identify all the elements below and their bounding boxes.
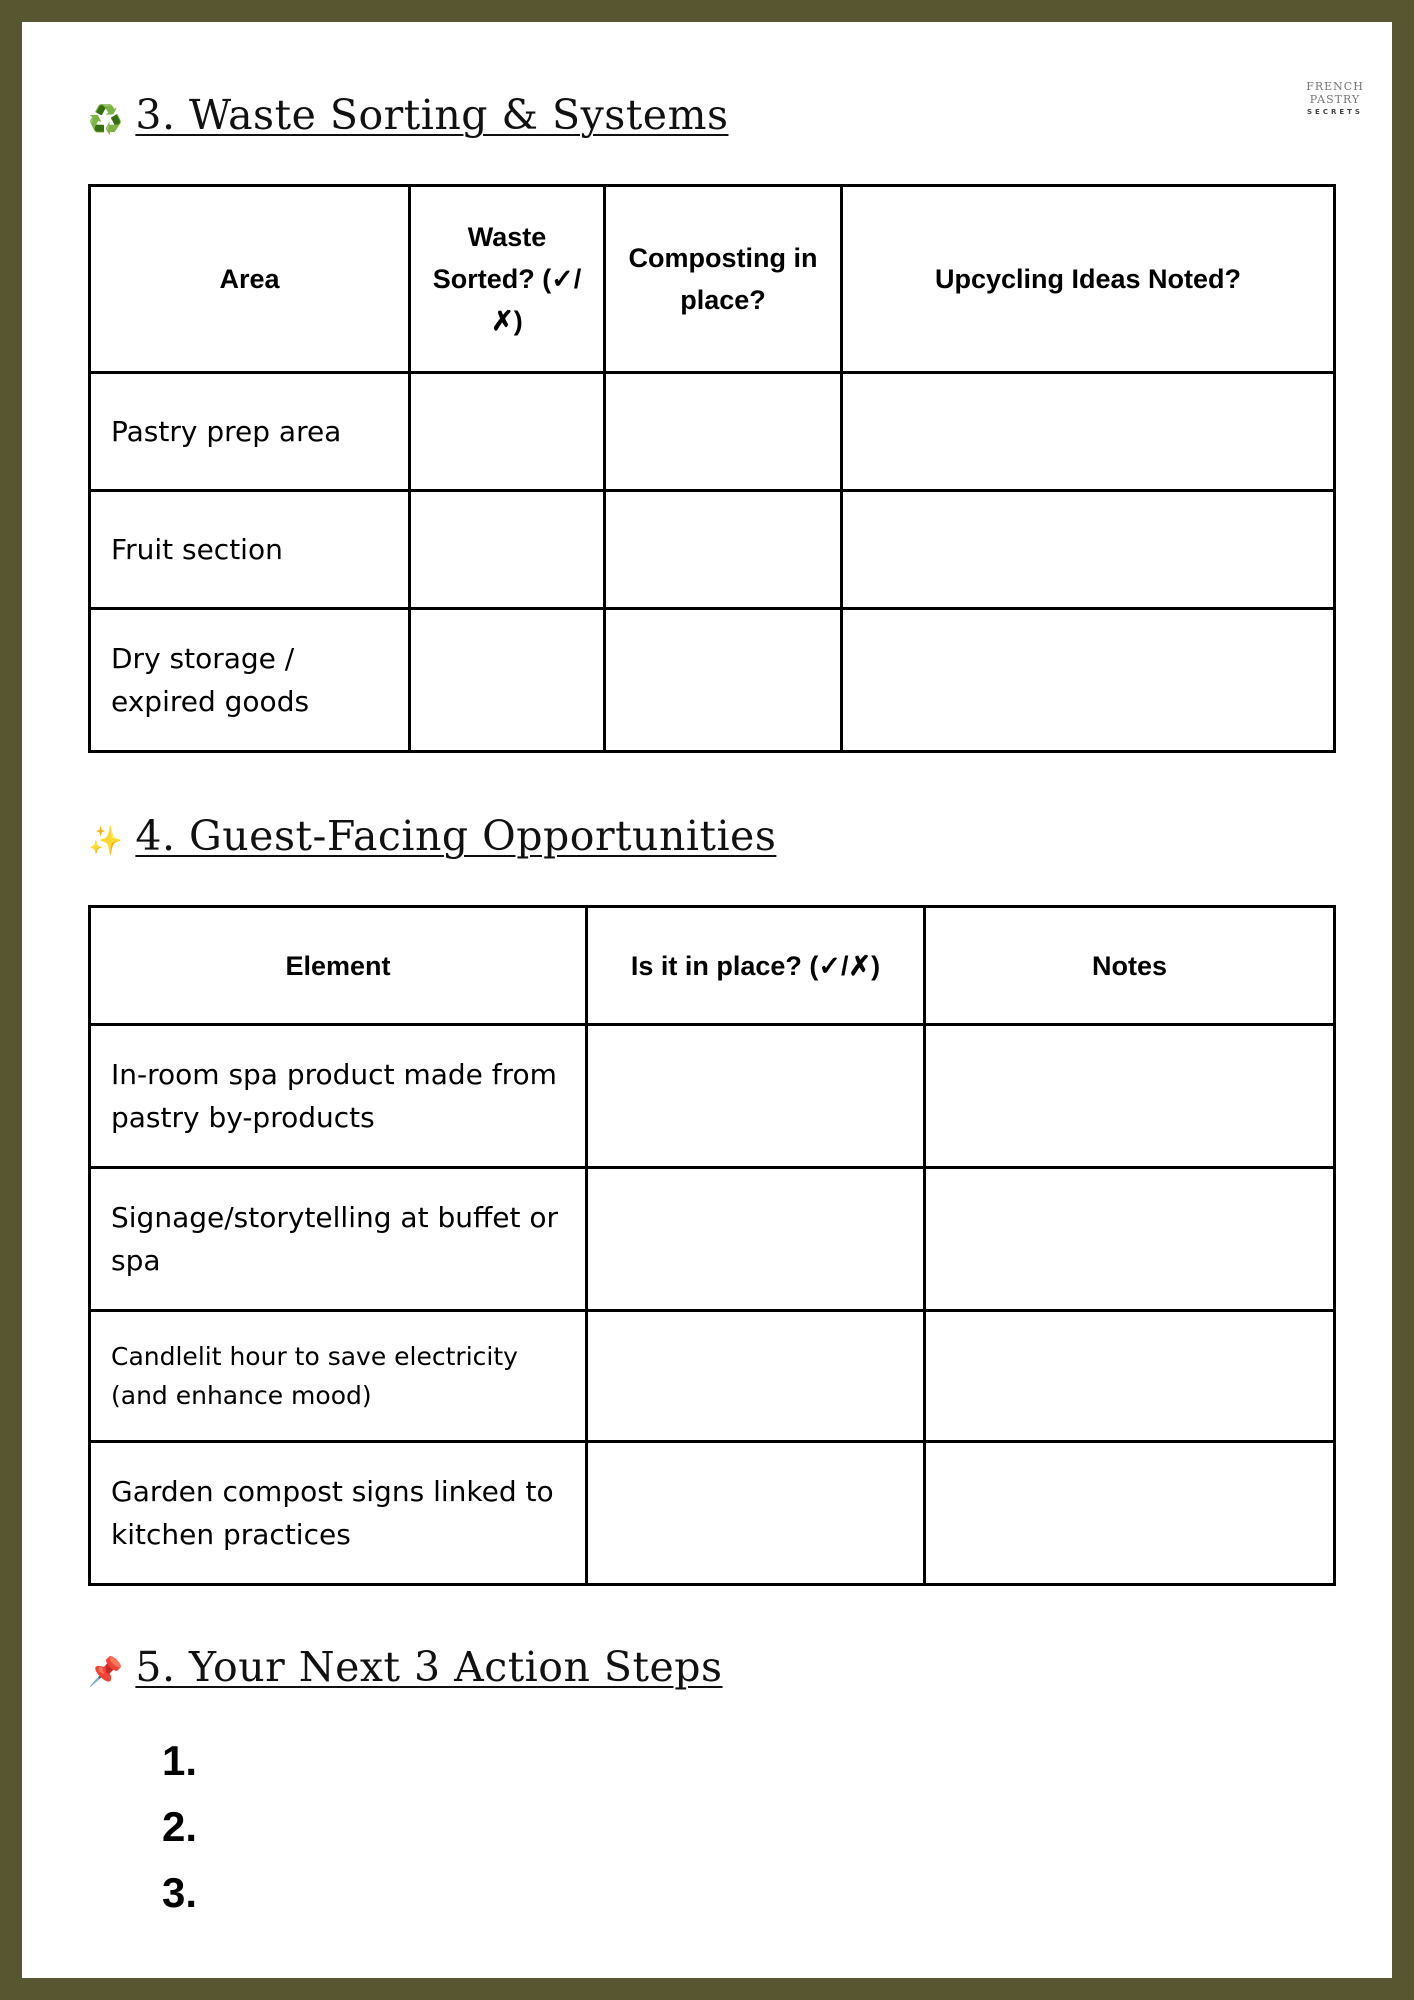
upcycling-cell[interactable] — [842, 373, 1335, 491]
waste-sorting-table — [88, 184, 1336, 753]
notes-cell[interactable] — [925, 1442, 1335, 1585]
action-step-1[interactable]: 1. — [162, 1737, 198, 1784]
area-cell: Dry storage / expired goods — [90, 609, 410, 752]
table-header-row — [90, 186, 1335, 373]
sparkles-icon: ✨ — [88, 824, 124, 857]
in-place-cell[interactable] — [587, 1025, 925, 1168]
notes-cell[interactable] — [925, 1311, 1335, 1442]
area-cell: Pastry prep area — [90, 373, 410, 491]
table-row — [90, 1168, 1335, 1311]
guest-facing-table — [88, 905, 1336, 1586]
header-composting: Composting in place? — [605, 186, 842, 373]
element-cell: Candlelit hour to save electricity (and enhance mood) — [90, 1311, 587, 1442]
brand-logo — [1280, 60, 1390, 126]
table-row — [90, 491, 1335, 609]
action-step-2[interactable]: 2. — [162, 1803, 198, 1850]
upcycling-cell[interactable] — [842, 491, 1335, 609]
header-waste-sorted: Waste Sorted? (✓/✗) — [410, 186, 605, 373]
table-row — [90, 609, 1335, 752]
table-row — [90, 1442, 1335, 1585]
section-3-title — [88, 90, 728, 145]
upcycling-cell[interactable] — [842, 609, 1335, 752]
header-in-place: Is it in place? (✓/✗) — [587, 907, 925, 1025]
table-row — [90, 1025, 1335, 1168]
in-place-cell[interactable] — [587, 1168, 925, 1311]
header-area: Area — [90, 186, 410, 373]
composting-cell[interactable] — [605, 609, 842, 752]
element-cell: In-room spa product made from pastry by-products — [90, 1025, 587, 1168]
in-place-cell[interactable] — [587, 1311, 925, 1442]
waste-sorted-cell[interactable] — [410, 373, 605, 491]
section-3-title-text: 3. Waste Sorting & Systems — [135, 91, 729, 139]
area-cell: Fruit section — [90, 491, 410, 609]
waste-sorted-cell[interactable] — [410, 491, 605, 609]
table-row — [90, 373, 1335, 491]
action-step-3[interactable]: 3. — [162, 1869, 198, 1916]
logo-line-1: FRENCH PASTRY — [1306, 80, 1364, 106]
waste-sorted-cell[interactable] — [410, 609, 605, 752]
header-element: Element — [90, 907, 587, 1025]
section-4-title — [88, 811, 776, 866]
notes-cell[interactable] — [925, 1168, 1335, 1311]
section-5-title — [88, 1642, 723, 1697]
worksheet-page — [22, 22, 1392, 1978]
pushpin-icon: 📌 — [88, 1655, 124, 1688]
table-header-row — [90, 907, 1335, 1025]
action-steps-list — [162, 1728, 197, 1926]
in-place-cell[interactable] — [587, 1442, 925, 1585]
composting-cell[interactable] — [605, 373, 842, 491]
section-5-title-text: 5. Your Next 3 Action Steps — [135, 1643, 723, 1691]
element-cell: Signage/storytelling at buffet or spa — [90, 1168, 587, 1311]
header-upcycling: Upcycling Ideas Noted? — [842, 186, 1335, 373]
header-notes: Notes — [925, 907, 1335, 1025]
table-row — [90, 1311, 1335, 1442]
notes-cell[interactable] — [925, 1025, 1335, 1168]
element-cell: Garden compost signs linked to kitchen practices — [90, 1442, 587, 1585]
section-4-title-text: 4. Guest-Facing Opportunities — [135, 812, 777, 860]
composting-cell[interactable] — [605, 491, 842, 609]
recycle-icon: ♻️ — [88, 103, 124, 136]
logo-line-2: SECRETS — [1307, 108, 1363, 116]
